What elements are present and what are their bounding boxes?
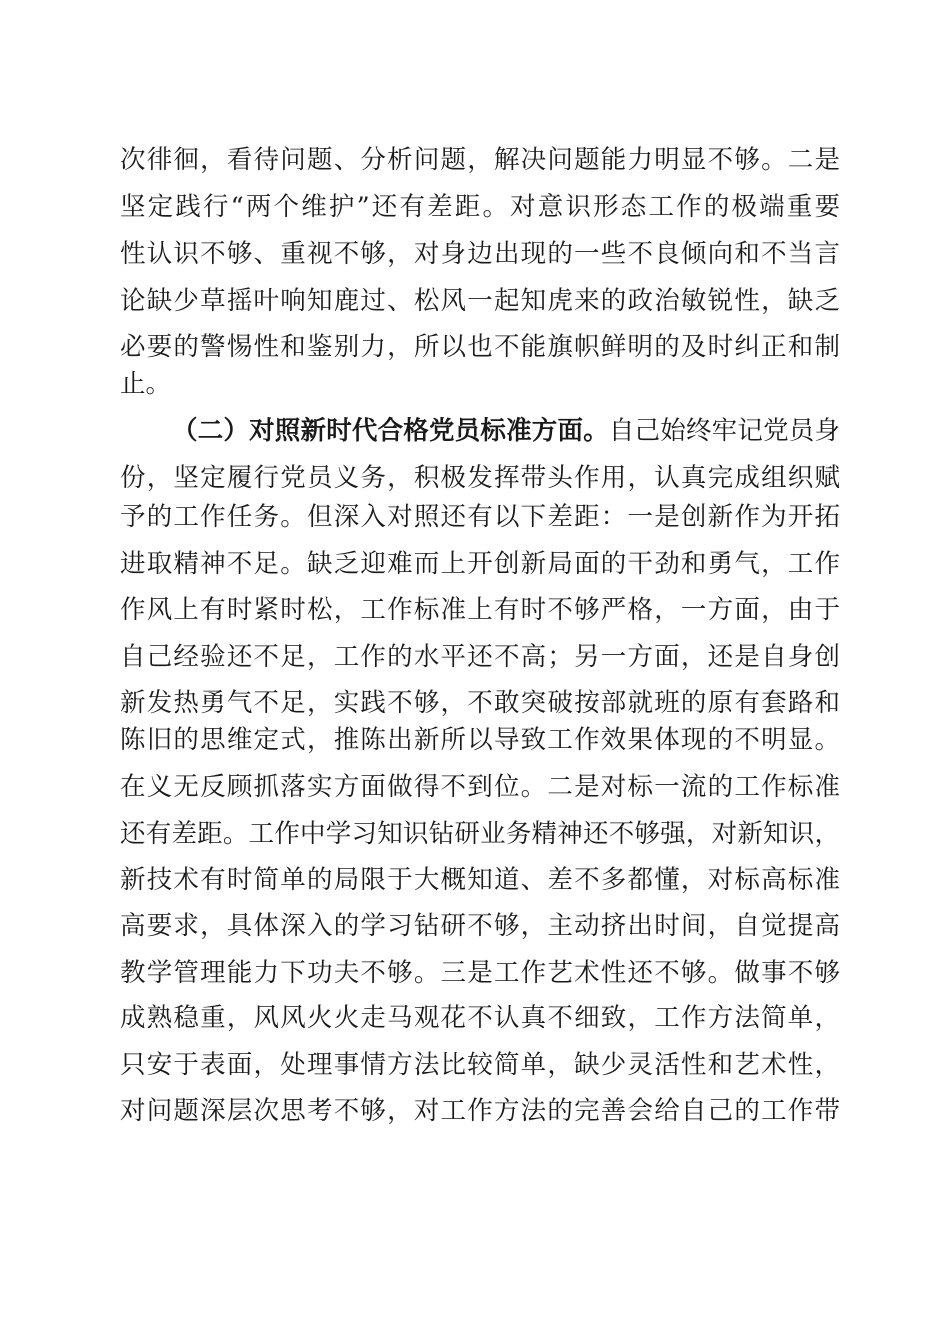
paragraph-line: 自己经验还不足，工作的水平还不高；另一方面，还是自身创: [120, 642, 840, 672]
paragraph-line: 陈旧的思维定式，推陈出新所以导致工作效果体现的不明显。: [120, 725, 840, 755]
paragraph-line: 对问题深层次思考不够，对工作方法的完善会给自己的工作带: [120, 1096, 840, 1126]
paragraph-line: 新技术有时简单的局限于大概知道、差不多都懂，对标高标准: [120, 865, 840, 895]
paragraph-line: 新发热勇气不足，实践不够，不敢突破按部就班的原有套路和: [120, 688, 840, 718]
paragraph-line: 次徘徊，看待问题、分析问题，解决问题能力明显不够。二是: [120, 145, 840, 175]
paragraph-line: 成熟稳重，风风火火走马观花不认真不细致，工作方法简单，: [120, 1003, 840, 1033]
section-heading: （二）对照新时代合格党员标准方面。: [172, 416, 609, 446]
paragraph-line: 教学管理能力下功夫不够。三是工作艺术性还不够。做事不够: [120, 958, 840, 988]
paragraph-line: 还有差距。工作中学习知识钻研业务精神还不够强，对新知识，: [120, 819, 840, 849]
paragraph-line: 性认识不够、重视不够，对身边出现的一些不良倾向和不当言: [120, 239, 840, 269]
paragraph-line: 必要的警惕性和鉴别力，所以也不能旗帜鲜明的及时纠正和制: [120, 332, 840, 362]
section-first-line-text: 自己始终牢记党员身: [608, 416, 840, 446]
paragraph-line: 份，坚定履行党员义务，积极发挥带头作用，认真完成组织赋: [120, 463, 840, 493]
paragraph-line: 予的工作任务。但深入对照还有以下差距：一是创新作为开拓: [120, 502, 840, 532]
paragraph-line: 高要求，具体深入的学习钻研不够，主动挤出时间，自觉提高: [120, 911, 840, 941]
paragraph-line: 只安于表面，处理事情方法比较简单，缺少灵活性和艺术性，: [120, 1050, 840, 1080]
section-heading-line: [172, 408, 840, 454]
paragraph-line: 坚定践行“两个维护”还有差距。对意识形态工作的极端重要: [120, 192, 840, 222]
paragraph-line: 论缺少草摇叶响知鹿过、松风一起知虎来的政治敏锐性，缺乏: [120, 286, 840, 316]
paragraph-line: 作风上有时紧时松，工作标准上有时不够严格，一方面，由于: [120, 595, 840, 625]
paragraph-line: 进取精神不足。缺乏迎难而上开创新局面的干劲和勇气，工作: [120, 549, 840, 579]
paragraph-line: 止。: [120, 369, 172, 399]
paragraph-line: 在义无反顾抓落实方面做得不到位。二是对标一流的工作标准: [120, 772, 840, 802]
